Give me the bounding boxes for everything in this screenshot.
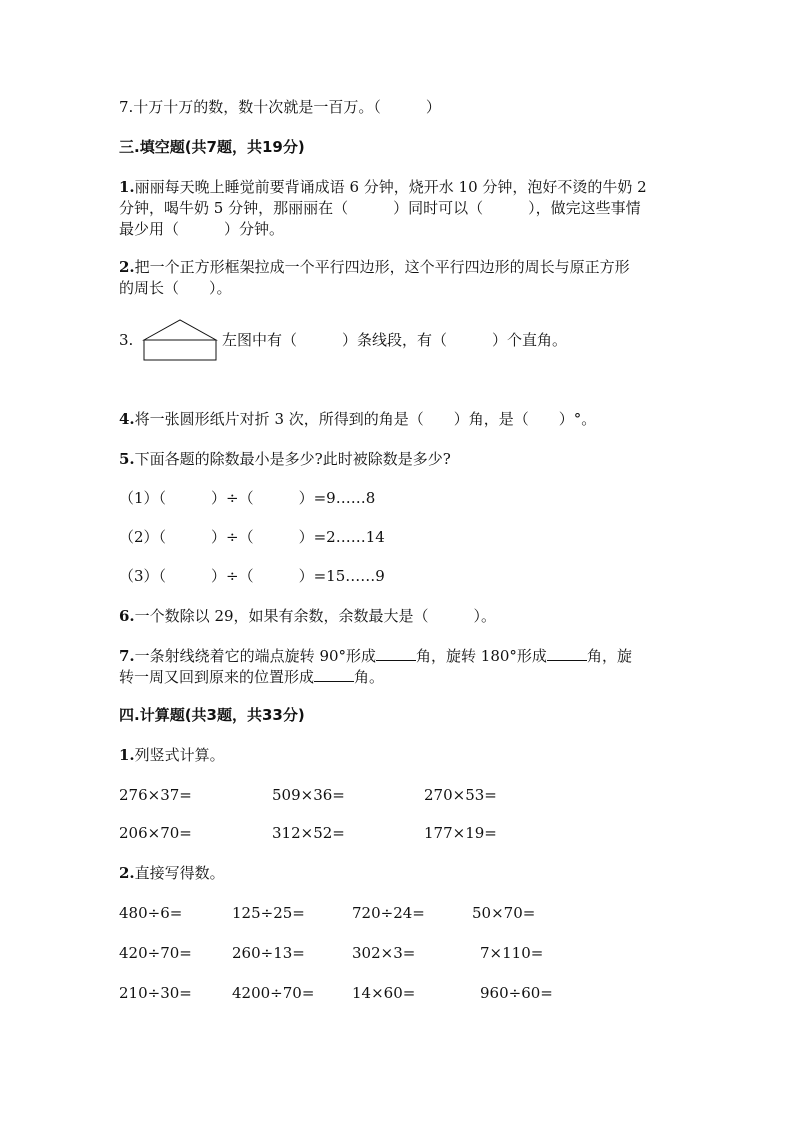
calc-item: 177×19=: [424, 824, 497, 842]
question-text: 直接写得数。: [134, 864, 225, 882]
division-row-3: （3）（ ）÷（ ）=15……9: [119, 567, 385, 585]
fill-question-4: [119, 408, 596, 430]
question-number: 4.: [119, 410, 135, 428]
question-text-line: 丽丽每天晚上睡觉前要背诵成语 6 分钟，烧开水 10 分钟，泡好不烫的牛奶 2: [134, 178, 647, 196]
answer-blank: [547, 646, 587, 661]
calc-item: 480÷6=: [119, 904, 183, 922]
division-row-2: （2）（ ）÷（ ）=2……14: [119, 528, 385, 546]
answer-blank: [376, 646, 416, 661]
answer-blank: [314, 667, 354, 682]
question-text: 将一张圆形纸片对折 3 次，所得到的角是（ ）角，是（ ）°。: [134, 410, 597, 428]
question-true-false-7: 7.十万十万的数，数十次就是一百万。（ ）: [119, 98, 441, 116]
question-number: 1.: [119, 746, 135, 764]
question-number: 5.: [119, 450, 135, 468]
calc-item: 50×70=: [472, 904, 536, 922]
section-3-title: 三.填空题(共7题，共19分): [119, 138, 305, 156]
question-text-part: 转一周又回到原来的位置形成: [119, 668, 315, 686]
calc-item: 270×53=: [424, 786, 497, 804]
question-text-line: 分钟，喝牛奶 5 分钟，那丽丽在（ ）同时可以（ ），做完这些事情: [119, 199, 641, 217]
calc-item: 206×70=: [119, 824, 192, 842]
calc-item: 4200÷70=: [232, 984, 315, 1002]
calc-item: 312×52=: [272, 824, 345, 842]
question-number: 7.: [119, 647, 135, 665]
question-text-part: 一条射线绕着它的端点旋转 90°形成: [134, 647, 377, 665]
question-number: 3.: [119, 331, 134, 349]
figure-rectangle: [144, 340, 216, 360]
calc-item: 210÷30=: [119, 984, 192, 1002]
calc-item: 7×110=: [480, 944, 544, 962]
question-text: 列竖式计算。: [134, 746, 225, 764]
calc-item: 960÷60=: [480, 984, 553, 1002]
calc-item: 125÷25=: [232, 904, 305, 922]
question-text-part: 角。: [354, 668, 385, 686]
question-text-line: 最少用（ ）分钟。: [119, 220, 285, 238]
figure-triangle: [144, 320, 216, 340]
question-text-line: 把一个正方形框架拉成一个平行四边形，这个平行四边形的周长与原正方形: [134, 258, 630, 276]
calc-item: 276×37=: [119, 786, 192, 804]
question-number: 2.: [119, 864, 135, 882]
question-text-part: 角，旋转 180°形成: [416, 647, 547, 665]
fill-question-6: [119, 605, 496, 627]
calc-item: 509×36=: [272, 786, 345, 804]
division-row-1: （1）（ ）÷（ ）=9……8: [119, 489, 376, 507]
question-text-line: 的周长（ ）。: [119, 279, 232, 297]
calc-item: 260÷13=: [232, 944, 305, 962]
question-number: 2.: [119, 258, 135, 276]
calc-item: 420÷70=: [119, 944, 192, 962]
question-text: 左图中有（ ）条线段，有（ ）个直角。: [222, 331, 568, 349]
question-text: 一个数除以 29，如果有余数，余数最大是（ ）。: [134, 607, 497, 625]
question-text: 下面各题的除数最小是多少?此时被除数是多少?: [134, 450, 451, 468]
question-number: 6.: [119, 607, 135, 625]
calc-item: 302×3=: [352, 944, 416, 962]
calc-item: 14×60=: [352, 984, 416, 1002]
figure-triangle-on-rectangle: [142, 318, 220, 364]
question-text-part: 角，旋: [586, 647, 632, 665]
section-4-title: 四.计算题(共3题，共33分): [119, 706, 305, 724]
calc-item: 720÷24=: [352, 904, 425, 922]
question-number: 1.: [119, 178, 135, 196]
